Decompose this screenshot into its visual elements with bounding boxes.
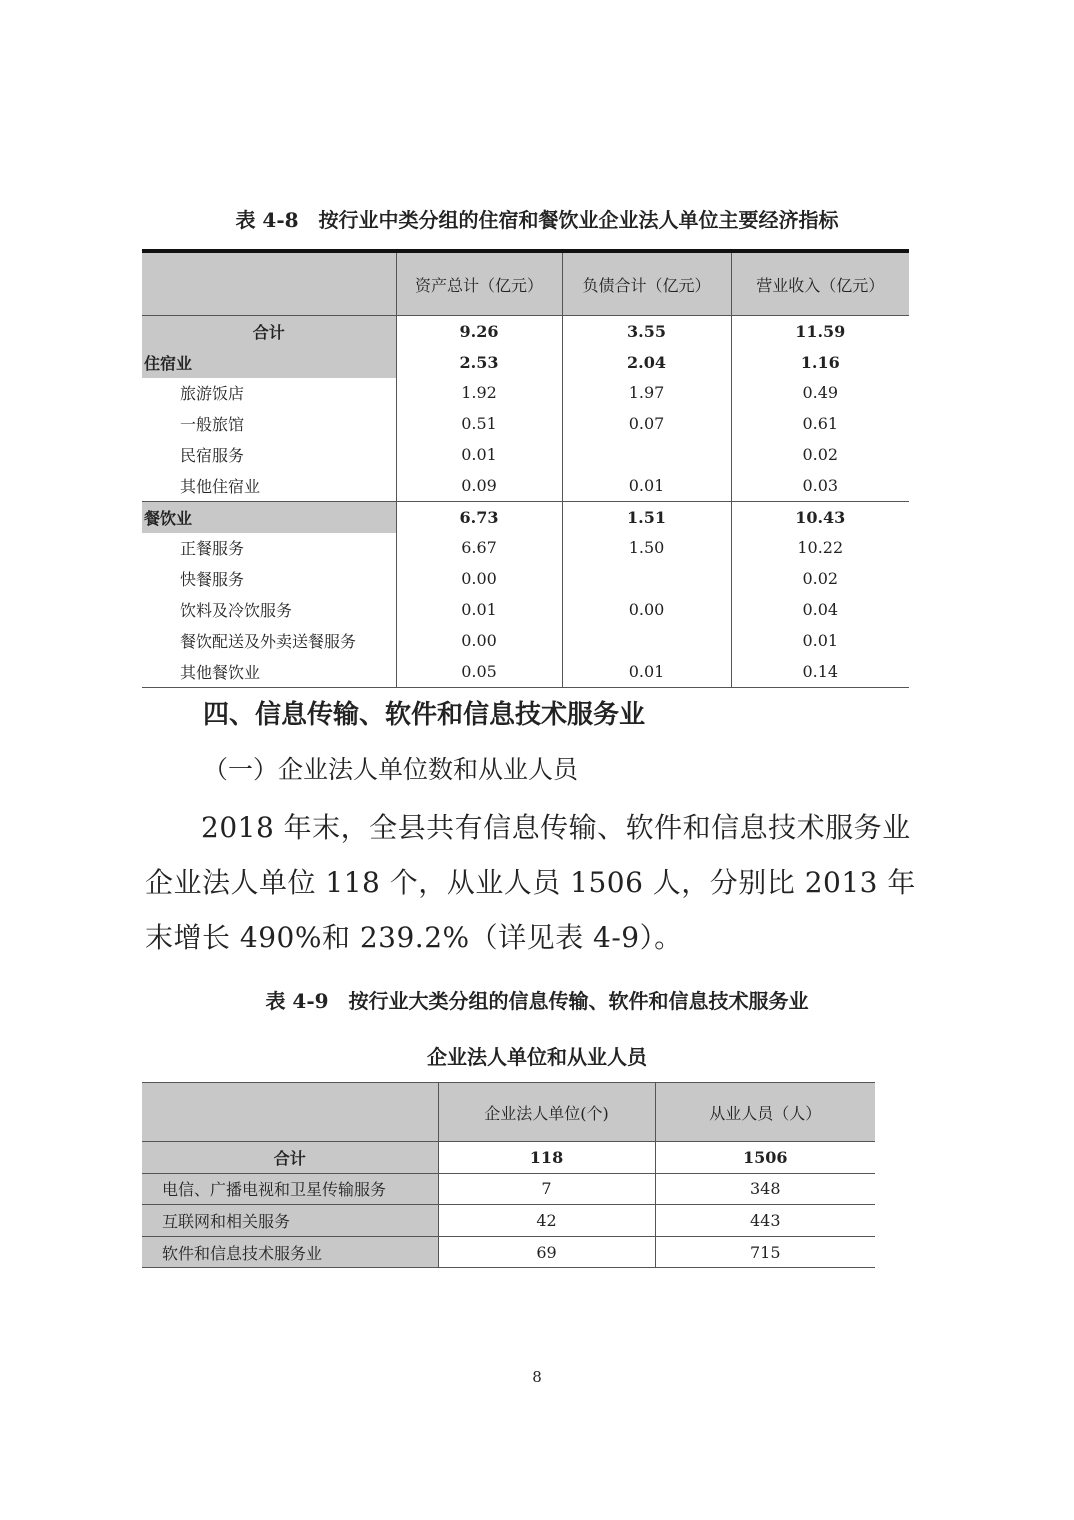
cell-revenue: 0.04 — [802, 600, 839, 620]
cell-liabilities: 2.04 — [562, 347, 731, 378]
cell-revenue: 10.43 — [795, 507, 846, 527]
cell-units: 118 — [438, 1142, 655, 1174]
body-paragraph — [145, 800, 935, 965]
row-label: 软件和信息技术服务业 — [142, 1236, 438, 1268]
cell-revenue: 10.22 — [797, 538, 844, 558]
cell-revenue: 0.02 — [802, 445, 839, 465]
cell-assets: 0.00 — [396, 625, 562, 656]
cell-assets: 9.26 — [396, 316, 562, 347]
cell-employees: 1506 — [742, 1147, 788, 1167]
table-row — [142, 1236, 875, 1268]
table-4-9-caption-line1: 表 4-9 按行业大类分组的信息传输、软件和信息技术服务业 — [265, 989, 809, 1013]
table-row — [142, 1205, 875, 1237]
cell-revenue: 0.01 — [802, 630, 839, 650]
row-label: 快餐服务 — [142, 563, 396, 594]
header-employees: 从业人员（人） — [655, 1083, 875, 1142]
cell-liabilities: 1.51 — [562, 501, 731, 532]
cell-assets: 0.00 — [396, 563, 562, 594]
cell-assets: 0.51 — [396, 408, 562, 439]
table-row — [142, 408, 909, 439]
cell-liabilities: 1.97 — [562, 378, 731, 409]
cell-liabilities: 0.07 — [562, 408, 731, 439]
row-label: 旅游饭店 — [142, 378, 396, 409]
cell-liabilities: 0.01 — [562, 656, 731, 687]
header-liabilities: 负债合计（亿元） — [562, 251, 731, 316]
header-revenue: 营业收入（亿元） — [731, 251, 909, 316]
cell-units: 69 — [438, 1236, 655, 1268]
table-row — [142, 594, 909, 625]
table-row — [142, 316, 909, 347]
cell-assets: 0.05 — [396, 656, 562, 687]
row-label: 饮料及冷饮服务 — [142, 594, 396, 625]
cell-employees: 348 — [749, 1179, 781, 1199]
table-row — [142, 563, 909, 594]
table-row — [142, 347, 909, 378]
table-4-8-caption: 表 4-8 按行业中类分组的住宿和餐饮业企业法人单位主要经济指标 — [235, 208, 839, 232]
cell-assets: 0.01 — [396, 439, 562, 470]
row-label: 其他住宿业 — [142, 470, 396, 501]
cell-units: 7 — [438, 1173, 655, 1205]
table-4-9-caption-line2: 企业法人单位和从业人员 — [427, 1045, 647, 1069]
section-heading: 四、信息传输、软件和信息技术服务业 — [203, 700, 646, 730]
cell-revenue: 0.14 — [802, 661, 839, 681]
table-row — [142, 625, 909, 656]
cell-revenue: 0.49 — [802, 383, 839, 403]
cell-liabilities — [562, 439, 731, 470]
row-label: 其他餐饮业 — [142, 656, 396, 687]
header-units: 企业法人单位(个) — [438, 1083, 655, 1142]
table-row — [142, 656, 909, 687]
cell-revenue: 0.03 — [802, 475, 839, 495]
table-row — [142, 501, 909, 532]
table-row — [142, 378, 909, 409]
header-assets: 资产总计（亿元） — [396, 251, 562, 316]
row-label: 正餐服务 — [142, 533, 396, 564]
row-label: 住宿业 — [142, 347, 396, 378]
row-label: 互联网和相关服务 — [142, 1205, 438, 1237]
cell-revenue: 0.02 — [802, 569, 839, 589]
row-label: 电信、广播电视和卫星传输服务 — [142, 1173, 438, 1205]
cell-units: 42 — [438, 1205, 655, 1237]
table-header-row — [142, 251, 909, 316]
cell-assets: 2.53 — [396, 347, 562, 378]
row-label: 一般旅馆 — [142, 408, 396, 439]
table-4-8 — [142, 249, 909, 688]
header-stub — [142, 251, 396, 316]
section-subheading: （一）企业法人单位数和从业人员 — [203, 755, 579, 784]
table-row — [142, 1173, 875, 1205]
page-number: 8 — [532, 1368, 542, 1386]
header-stub — [142, 1083, 438, 1142]
table-row — [142, 439, 909, 470]
cell-revenue: 1.16 — [800, 352, 840, 372]
table-row — [142, 470, 909, 501]
table-row — [142, 1142, 875, 1174]
table-header-row — [142, 1083, 875, 1142]
table-4-9 — [142, 1082, 875, 1268]
cell-liabilities — [562, 563, 731, 594]
row-label: 餐饮配送及外卖送餐服务 — [142, 625, 396, 656]
cell-assets: 0.09 — [396, 470, 562, 501]
cell-liabilities: 0.01 — [562, 470, 731, 501]
table-row — [142, 533, 909, 564]
cell-liabilities — [562, 625, 731, 656]
cell-liabilities: 3.55 — [562, 316, 731, 347]
cell-employees: 443 — [749, 1210, 781, 1230]
cell-liabilities: 1.50 — [562, 533, 731, 564]
row-label: 餐饮业 — [142, 501, 396, 532]
row-label: 合计 — [142, 316, 396, 347]
cell-revenue: 11.59 — [795, 321, 846, 341]
cell-assets: 0.01 — [396, 594, 562, 625]
row-label: 民宿服务 — [142, 439, 396, 470]
cell-assets: 1.92 — [396, 378, 562, 409]
cell-assets: 6.67 — [396, 533, 562, 564]
cell-revenue: 0.61 — [802, 414, 839, 434]
cell-assets: 6.73 — [396, 501, 562, 532]
cell-liabilities: 0.00 — [562, 594, 731, 625]
cell-employees: 715 — [749, 1242, 781, 1262]
row-label: 合计 — [142, 1142, 438, 1174]
paragraph-text: 2018 年末，全县共有信息传输、软件和信息技术服务业企业法人单位 118 个，从业人员 1506 人，分别比 2013 年末增长 490%和 239.2%（详见表 4-9）。 — [145, 811, 916, 954]
